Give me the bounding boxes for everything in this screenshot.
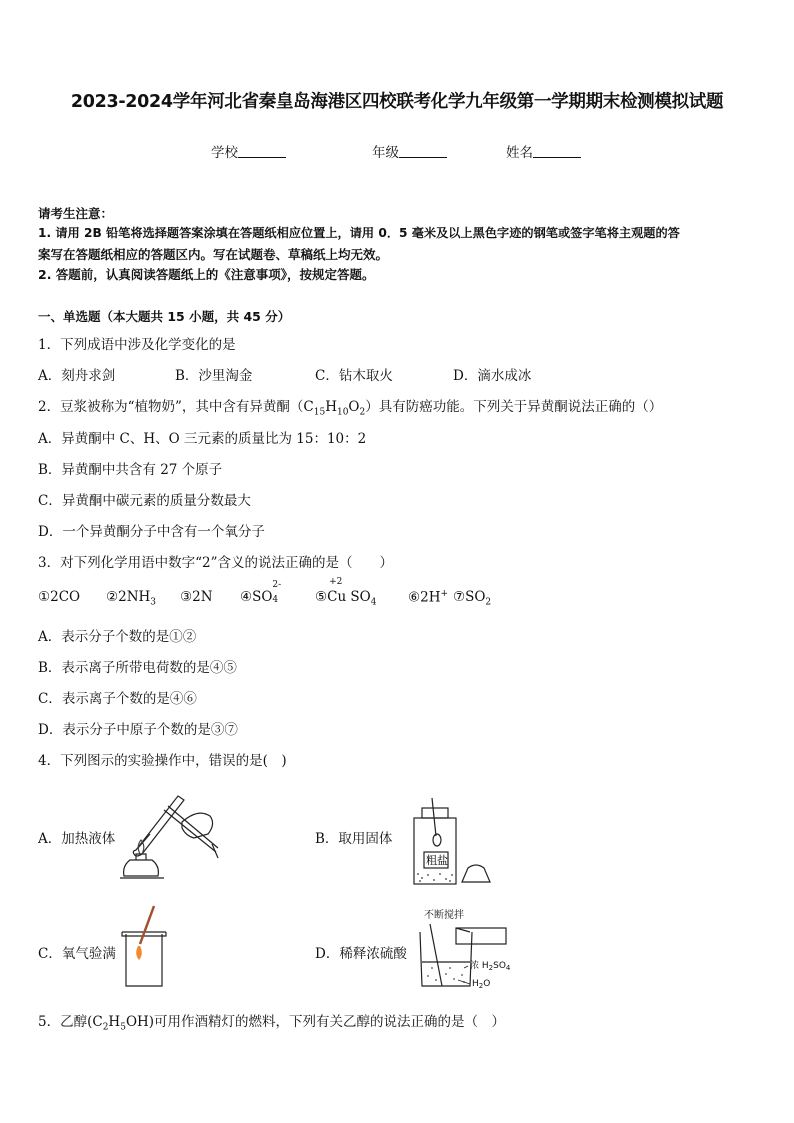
q3-symbol-5: ⑤ +2 Cu $SO_4$: [315, 577, 377, 608]
name-field: [506, 141, 581, 161]
q4-option-d: D．稀释浓硫酸: [315, 946, 407, 962]
taking-solid-figure: [410, 796, 500, 888]
q3-symbol-7: $⑦SO_2$: [453, 589, 492, 608]
stir-label: 不断搅拌: [424, 910, 464, 921]
notice-item1-line1: 1. 请用 2B 铅笔将选择题答案涂填在答题纸相应位置上，请用 0．5 毫米及以上黑色字迹的钢笔或签字笔将主观题的答: [38, 226, 680, 240]
q3-option-d: D．表示分子中原子个数的是③⑦: [38, 722, 238, 738]
acid-label: 浓 $H_2SO_4$: [470, 961, 511, 972]
q1-stem: 1．下列成语中涉及化学变化的是: [38, 337, 236, 353]
q1-option-b: B．沙里淘金: [175, 368, 253, 384]
q4-option-c: C．氧气验满: [38, 946, 116, 962]
q2-sub-c: 15: [313, 407, 326, 418]
q3-option-c: C．表示离子个数的是④⑥: [38, 691, 197, 707]
q3-symbol-1: ①2CO: [38, 589, 81, 605]
page-title: 2023-2024学年河北省秦皇岛海港区四校联考化学九年级第一学期期末检测模拟试题: [70, 92, 724, 112]
q2-sub-h: 10: [336, 407, 349, 418]
q3-option-a: A．表示分子个数的是①②: [38, 629, 197, 645]
school-label: 学校: [211, 145, 238, 161]
oxygen-check-figure: [120, 904, 168, 990]
q2-option-b: B．异黄酮中共含有 27 个原子: [38, 462, 223, 478]
q2-stem-pre: 2．豆浆被称为“植物奶”，其中含有异黄酮（C: [38, 399, 314, 415]
grade-blank[interactable]: [399, 144, 447, 158]
q2-h: H: [325, 399, 337, 415]
q2-stem: [38, 395, 662, 418]
q2-stem-post: ）具有防癌功能。下列关于异黄酮说法正确的（）: [365, 399, 663, 415]
q3-symbol-6: ⑥2H+: [408, 589, 449, 606]
q2-option-d: D．一个异黄酮分子中含有一个氧分子: [38, 524, 265, 540]
diluting-acid-figure: [414, 906, 520, 992]
school-field: [211, 141, 286, 161]
name-label: 姓名: [506, 145, 533, 161]
notice-heading: 请考生注意：: [38, 206, 114, 221]
school-blank[interactable]: [238, 144, 286, 158]
q4-option-b: B．取用固体: [315, 831, 393, 847]
q3-symbol-3: ③2N: [180, 589, 213, 605]
q2-o: O: [348, 399, 360, 415]
q3-stem: 3．对下列化学用语中数字“2”含义的说法正确的是（ ）: [38, 555, 393, 571]
q3-symbol-4: ④SO 2- 4: [240, 580, 282, 605]
name-blank[interactable]: [533, 144, 581, 158]
q1-option-c: C．钻木取火: [315, 368, 393, 384]
q1-option-a: A．刻舟求剑: [38, 368, 116, 384]
q1-option-d: D．滴水成冰: [453, 368, 532, 384]
heating-liquid-figure: [118, 788, 222, 882]
q2-option-c: C．异黄酮中碳元素的质量分数最大: [38, 493, 251, 509]
section-heading: 一、单选题（本大题共 15 小题，共 45 分）: [38, 309, 291, 324]
notice-item2: 2. 答题前，认真阅读答题纸上的《注意事项》，按规定答题。: [38, 267, 375, 282]
q4-stem: 4．下列图示的实验操作中，错误的是( ): [38, 753, 287, 769]
grade-field: [372, 141, 447, 161]
notice-item1-line2: 案写在答题纸相应的答题区内。写在试题卷、草稿纸上均无效。: [38, 247, 389, 262]
grade-label: 年级: [372, 145, 399, 161]
q3-option-b: B．表示离子所带电荷数的是④⑤: [38, 660, 237, 676]
q3-symbol-2: $②2NH_3$: [106, 589, 157, 608]
q2-sub-o: 2: [359, 407, 366, 418]
salt-label: 粗盐: [426, 854, 448, 867]
water-label: $H_2O$: [472, 979, 491, 990]
q2-option-a: A．异黄酮中 C、H、O 三元素的质量比为 15：10：2: [38, 431, 367, 447]
q5-stem: 5．乙醇$(C_2H_5OH)$可用作酒精灯的燃料，下列有关乙醇的说法正确的是（ ）: [38, 1014, 506, 1033]
q4-option-a: A．加热液体: [38, 831, 116, 847]
